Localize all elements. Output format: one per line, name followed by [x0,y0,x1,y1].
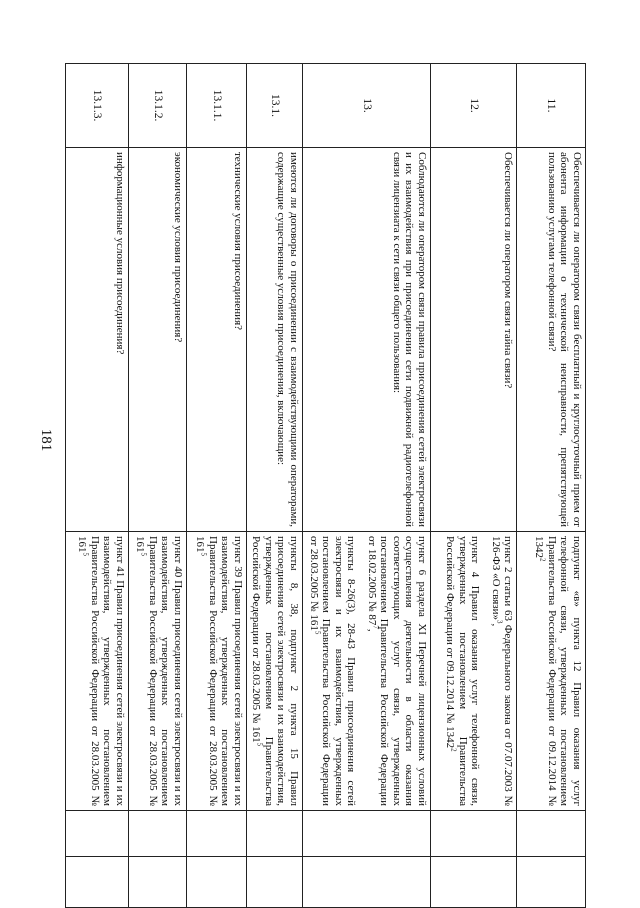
answer-cell [303,811,430,857]
row-number: 13.1.2. [129,64,186,148]
footnote-mark: 5 [256,742,265,747]
table-row [303,64,431,907]
table-row [517,64,585,907]
reference-item: пункт 2 статьи 63 Федерального закона от 07.07.2003 № 126-ФЗ «О связи» [489,536,515,806]
answer-cell [187,811,246,857]
reference-item: пункт 6 раздела XI Перечней лицензионных условий осуществления деятельности в области оказания соответствующих услуг связи, утвержденных постановлением Правительства Российской Федерации от 18.02.2005 № 87 [366,536,428,806]
answer-cell [129,811,186,857]
reference-text: пункт 2 статьи 63 Федерального закона от 07.07.2003 № 126-ФЗ «О связи»$^3$, пункт 4 Правил оказания услуг телефонной связи, утвержденных постановлением Правительства Российской Федерации от 09.12.2014 № 1342$^2$ [431,532,516,811]
footnote-mark: 2 [450,748,459,752]
question-text: экономические условия присоединения? [129,148,186,532]
footnote-mark: 5 [313,630,322,635]
reference-item: пункты 8, 38, подпункт 2 пункта 15 Правил присоединения сетей электросвязи и их взаимодействия, утвержденных постановлением Правительства Российской Федерации от 28.03.2005 № 161 [250,536,300,806]
note-cell [517,857,585,907]
row-number: 13.1.3. [66,64,128,148]
requirements-table [65,63,586,908]
reference-text: пункт 6 раздела XI Перечней лицензионных условий осуществления деятельности в области оказания соответствующих услуг связи, утвержденных постановлением Правительства Российской Федерации от 18.02.2005 № $87^7$, пункты 8-26(3), 28-43 Правил присоединения сетей электросвязи и их взаимодействия, утвержденных постановлением Правительства Российской Федерации от 28.03.2005 № $161^5$ [303,532,430,811]
question-text: имеются ли договоры о присоединении с взаимодействующими операторами, содержащие существенные условия присоединения, включающие: [247,148,302,532]
note-cell [303,857,430,907]
reference-text [517,532,585,811]
question-text: технические условия присоединения? [187,148,246,532]
reference-item: подпункт «в» пункта 12 Правил оказания услуг телефонной связи, утвержденных постановлением Правительства Российской Федерации от 09.12.2014 № 1342 [533,536,583,806]
note-cell [66,857,128,907]
footnote-mark: 2 [539,558,548,562]
question-text: Соблюдаются ли оператором связи правила присоединения сетей электросвязи и их взаимодействия при присоединении сети подвижной радиотелефонной связи лицензиата к сети связи общего пользования: [303,148,430,532]
question-text: информационные условия присоединения? [66,148,128,532]
reference-text [247,532,302,811]
note-cell [187,857,246,907]
row-number: 13.1. [247,64,302,148]
note-cell [247,857,302,907]
note-cell [431,857,516,907]
answer-cell [517,811,585,857]
answer-cell [247,811,302,857]
answer-cell [66,811,128,857]
reference-item: пункт 4 Правил оказания услуг телефонной связи, утвержденных постановлением Правительства Российской Федерации от 09.12.2014 № 1342 [444,536,482,806]
answer-cell [431,811,516,857]
reference-item: пункт 41 Правил присоединения сетей электросвязи и их взаимодействия, утвержденных постановлением Правительства Российской Федерации от 28.03.2005 № 161 [76,536,126,806]
note-cell [129,857,186,907]
table-row [431,64,517,907]
footnote-mark: 5 [200,552,209,556]
question-text: Обеспечивается ли оператором связи бесплатный и круглосуточный прием от абонента информации о технической неисправности, препятствующей пользованию услугами телефонной связи? [517,148,585,532]
reference-item: пункты 8-26(3), 28-43 Правил присоединения сетей электросвязи и их взаимодействия, утвержденных постановлением Правительства Российской Федерации от 28.03.2005 № 161 [308,536,358,806]
table-row [187,64,247,907]
reference-item: пункт 40 Правил присоединения сетей электросвязи и их взаимодействия, утвержденных постановлением Правительства Российской Федерации от 28.03.2005 № 161 [134,536,184,806]
row-number: 13.1.1. [187,64,246,148]
footnote-mark: 5 [140,552,149,556]
table-row [129,64,187,907]
reference-text [66,532,128,811]
page-number: 181 [38,428,55,452]
row-number: 13. [303,64,430,148]
row-number: 12. [431,64,516,148]
footnote-mark: 3 [495,620,504,624]
row-number: 11. [517,64,585,148]
table-row [66,64,129,907]
table-row [247,64,303,907]
reference-item: пункт 39 Правил присоединения сетей электросвязи и их взаимодействия, утвержденных постановлением Правительства Российской Федерации от 28.03.2005 № 161 [194,536,244,806]
footnote-mark: 7 [371,625,380,629]
reference-text [129,532,186,811]
reference-text [187,532,246,811]
question-text: Обеспечивается ли оператором связи тайна связи? [431,148,516,532]
footnote-mark: 5 [82,552,91,556]
